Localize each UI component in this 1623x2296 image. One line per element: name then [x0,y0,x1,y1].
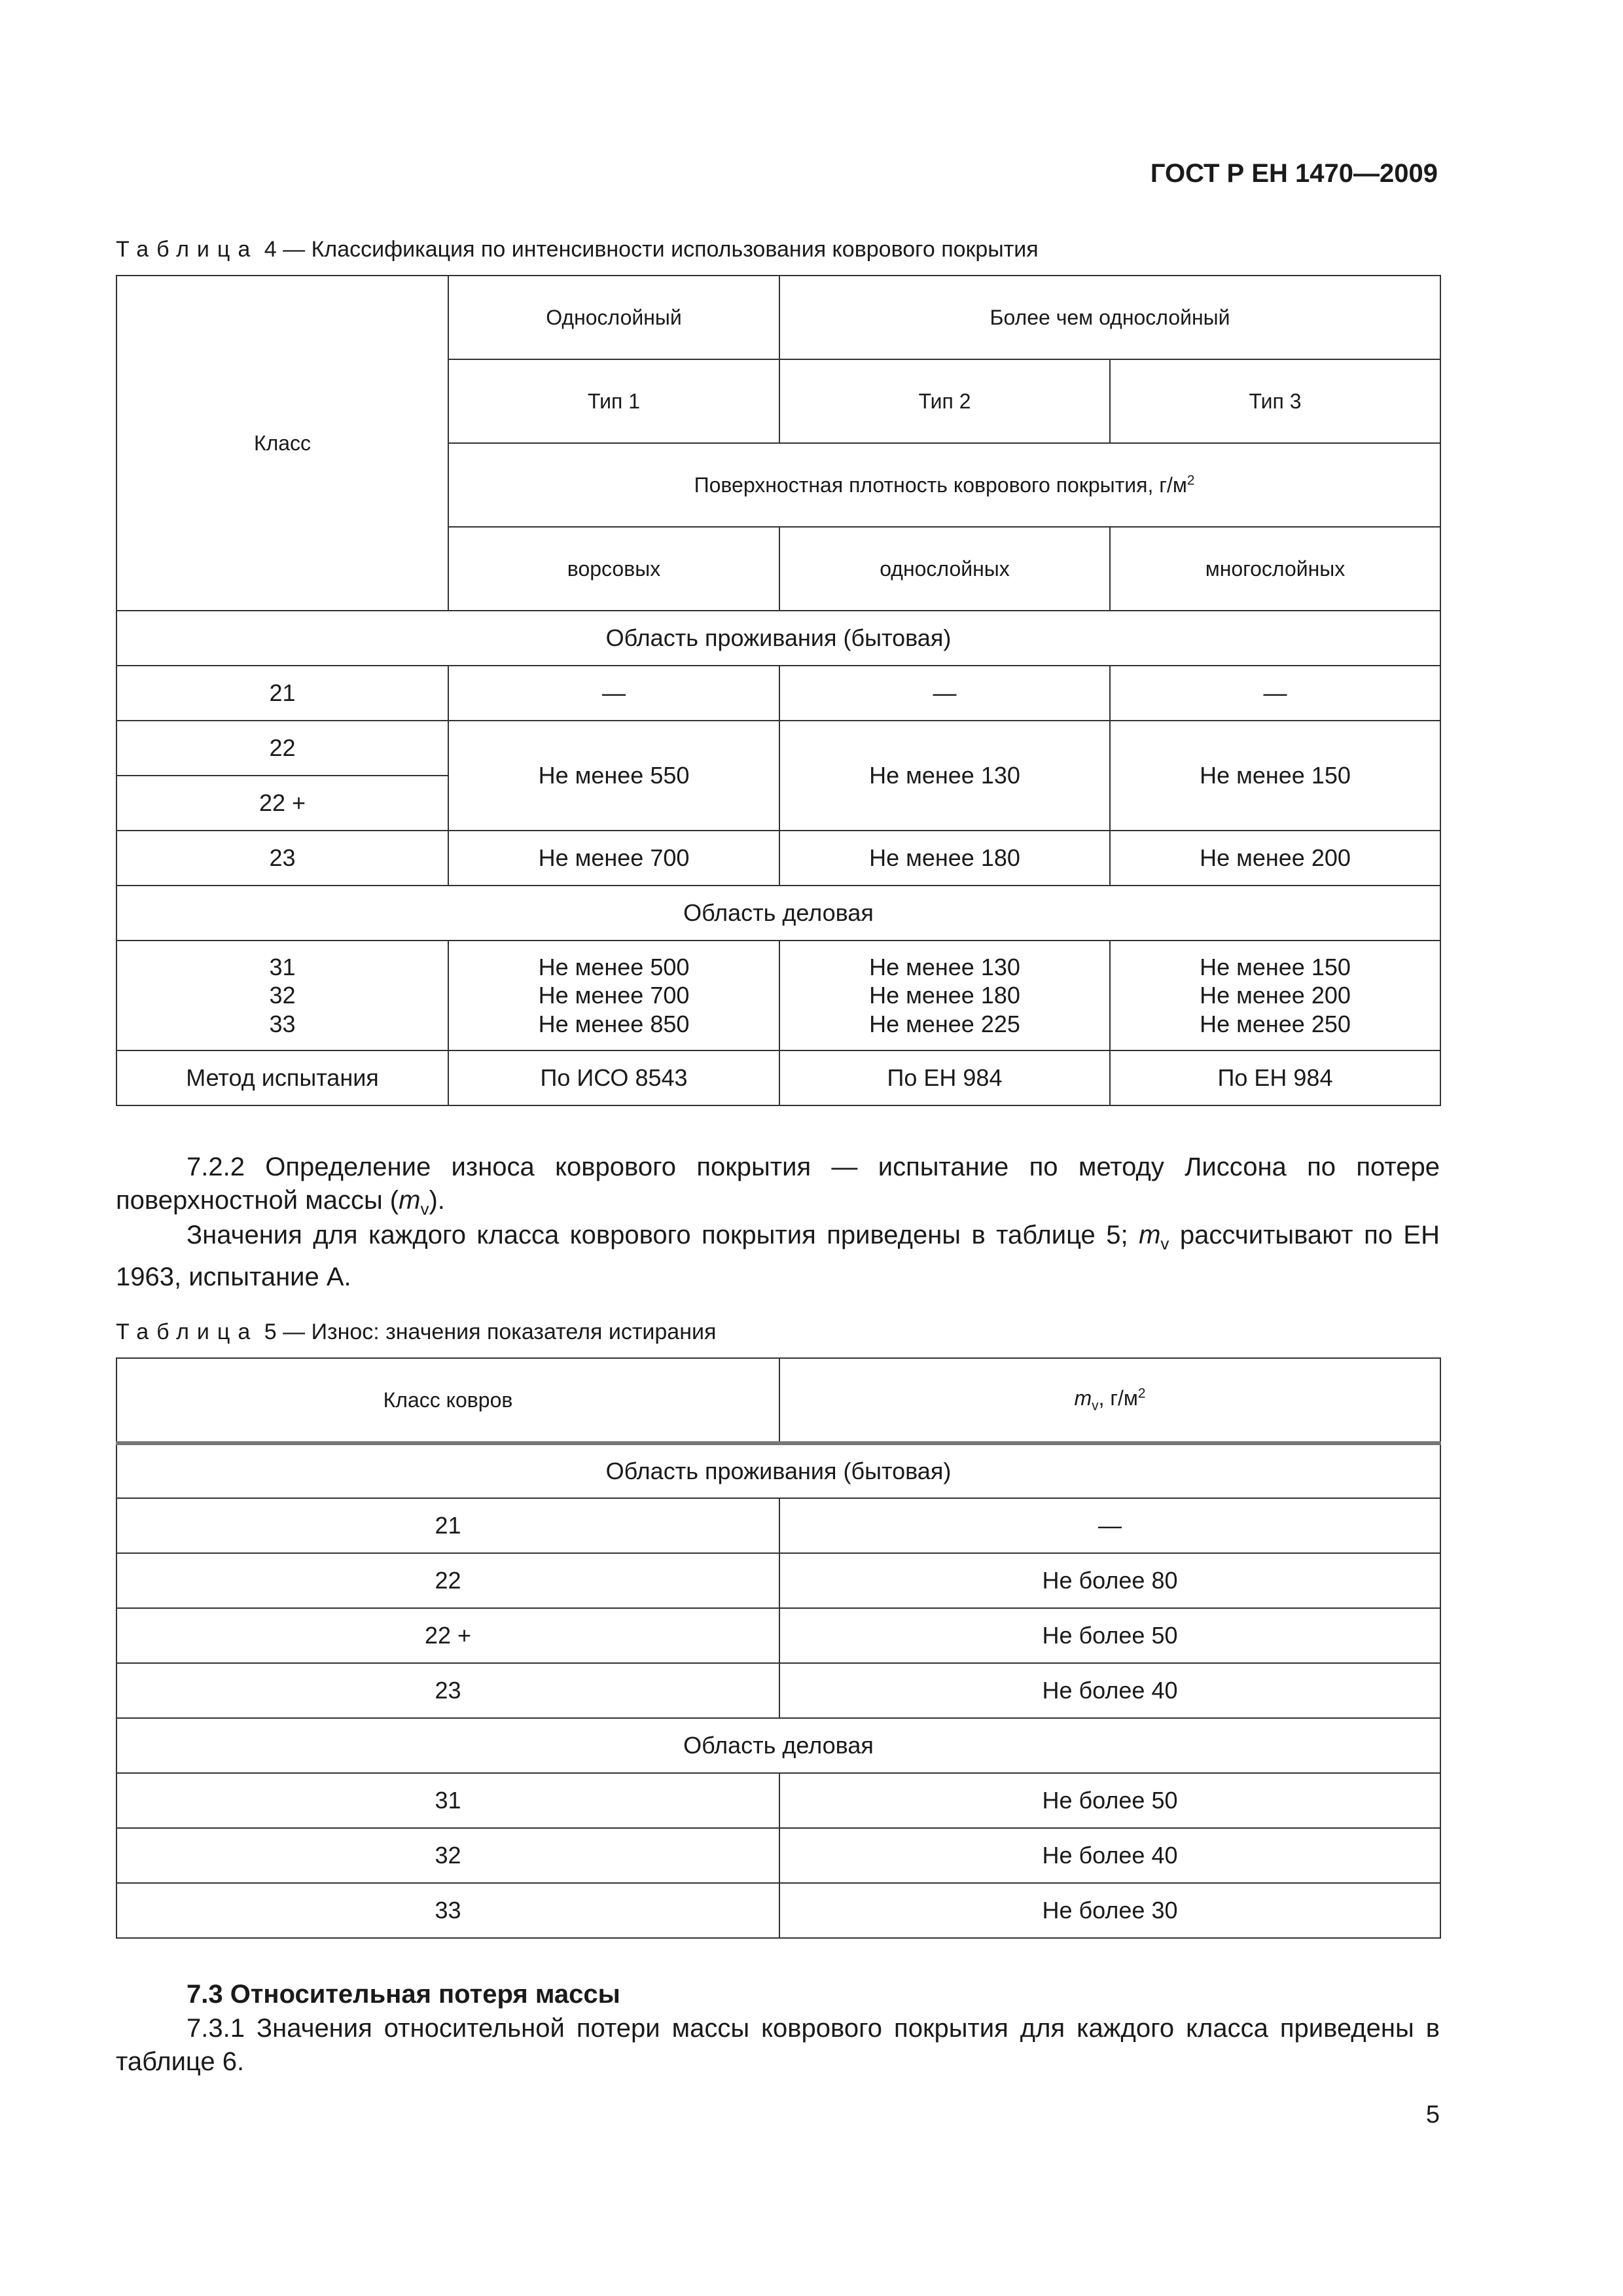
table4-row22-class: 22 [116,721,448,776]
table4-row23-class: 23 [116,831,448,886]
table4-row32-c2: Не менее 180 [869,982,1020,1009]
table4-pile: ворсовых [448,527,779,611]
table4-row21-c3: — [1110,666,1440,721]
para-722-line2-a: Значения для каждого класса коврового покрытия приведены в таблице 5; [187,1221,1139,1249]
table5-row-value: — [779,1498,1440,1553]
table5 [116,1357,1441,1939]
table4-caption [116,237,1039,262]
table4-class-header: Класс [116,276,448,611]
table4 [116,275,1441,1106]
table5-col-mv-sub: v [1092,1398,1099,1414]
table5-col-mv-m: m [1074,1386,1092,1410]
table5-row-class: 21 [116,1498,779,1553]
table4-row31-c2: Не менее 130 [869,954,1020,981]
table4-row21-c2: — [779,666,1110,721]
table5-caption [116,1319,716,1345]
table4-method-c3: По ЕН 984 [1110,1050,1440,1105]
table5-row-value: Не более 40 [779,1828,1440,1883]
table4-row31-c3: Не менее 150 [1200,954,1351,981]
paragraph-7-2-2 [116,1151,1440,1226]
table4-row33-c3: Не менее 250 [1200,1010,1351,1037]
table5-col-mv [779,1358,1440,1443]
table5-row-value: Не более 80 [779,1553,1440,1608]
table4-density-sup: 2 [1186,473,1195,488]
para-722-line2-b: рассчитывают по ЕН 1963, испытание А. [116,1221,1440,1291]
table4-row33-class: 33 [269,1010,296,1037]
table5-col-mv-sup: 2 [1137,1386,1146,1401]
paragraph-7-3-1: 7.3.1 Значения относительной потери массы коврового покрытия для каждого класса приведены в таблице 6. [116,2014,1440,2076]
table4-section-business: Область деловая [116,886,1440,941]
table5-row-value: Не более 50 [779,1608,1440,1663]
table4-method-c2: По ЕН 984 [779,1050,1110,1105]
table4-row23-c1: Не менее 700 [448,831,779,886]
table5-row-value: Не более 40 [779,1663,1440,1718]
table4-row32-c3: Не менее 200 [1200,982,1351,1009]
table4-row33-c1: Не менее 850 [538,1010,690,1037]
para-722-line2-m: m [1139,1221,1161,1249]
table4-caption-text: 4 — Классификация по интенсивности использования коврового покрытия [264,237,1039,262]
table4-row23-c2: Не менее 180 [779,831,1110,886]
table5-row-class: 23 [116,1663,779,1718]
table4-row22-c3: Не менее 150 [1110,721,1440,831]
para-722-sub: v [420,1199,429,1219]
table4-density-header [448,443,1440,527]
table5-row-value: Не более 30 [779,1883,1440,1938]
table5-row-class: 32 [116,1828,779,1883]
paragraph-7-2-2-values [116,1219,1440,1294]
table4-type1: Тип 1 [448,359,779,443]
table5-row-value: Не более 50 [779,1773,1440,1828]
table4-row32-c1: Не менее 700 [538,982,690,1009]
table4-business-c1 [448,941,779,1050]
table4-row21-class: 21 [116,666,448,721]
table4-caption-prefix: Таблица [116,237,259,262]
para-722-text-b: ). [429,1186,445,1215]
table5-caption-text: 5 — Износ: значения показателя истирания [264,1319,717,1344]
table5-col-mv-unit: , г/м [1098,1386,1138,1410]
para-722-text-a: 7.2.2 Определение износа коврового покрытия — испытание по методу Лиссона по потере поверхностной массы ( [116,1153,1440,1215]
table4-row21-c1: — [448,666,779,721]
section-7-3-heading: 7.3 Относительная потеря массы [187,1980,620,2009]
table4-type3: Тип 3 [1110,359,1440,443]
table4-row33-c2: Не менее 225 [869,1010,1020,1037]
table5-row-class: 33 [116,1883,779,1938]
table4-business-c2 [779,941,1110,1050]
para-722-m: m [399,1186,421,1215]
table4-row32-class: 32 [269,982,296,1009]
table4-row22plus-class: 22 + [116,776,448,831]
table5-section-living: Область проживания (бытовая) [116,1443,1440,1498]
table4-row23-c3: Не менее 200 [1110,831,1440,886]
table4-row22-c2: Не менее 130 [779,721,1110,831]
table4-row22-c1: Не менее 550 [448,721,779,831]
table4-business-c3 [1110,941,1440,1050]
table4-method-label: Метод испытания [116,1050,448,1105]
table4-multi-layer-header: Более чем однослойный [779,276,1440,359]
para-722-line2-sub: v [1160,1234,1169,1253]
table4-section-living: Область проживания (бытовая) [116,611,1440,666]
table4-method-c1: По ИСО 8543 [448,1050,779,1105]
table4-single: однослойных [779,527,1110,611]
document-id: ГОСТ Р ЕН 1470—2009 [1150,159,1438,188]
table5-row-class: 22 [116,1553,779,1608]
table5-section-business: Область деловая [116,1718,1440,1773]
table4-type2: Тип 2 [779,359,1110,443]
table5-caption-prefix: Таблица [116,1319,259,1344]
table4-row31-c1: Не менее 500 [538,954,690,981]
table4-single-layer-header: Однослойный [448,276,779,359]
table5-row-class: 22 + [116,1608,779,1663]
table4-density-text: Поверхностная плотность коврового покрытия, г/м [694,473,1187,497]
table4-multi: многослойных [1110,527,1440,611]
table5-col-class: Класс ковров [116,1358,779,1443]
page-number: 5 [1425,2101,1440,2128]
table4-business-classes [116,941,448,1050]
table5-row-class: 31 [116,1773,779,1828]
table4-row31-class: 31 [269,954,296,981]
